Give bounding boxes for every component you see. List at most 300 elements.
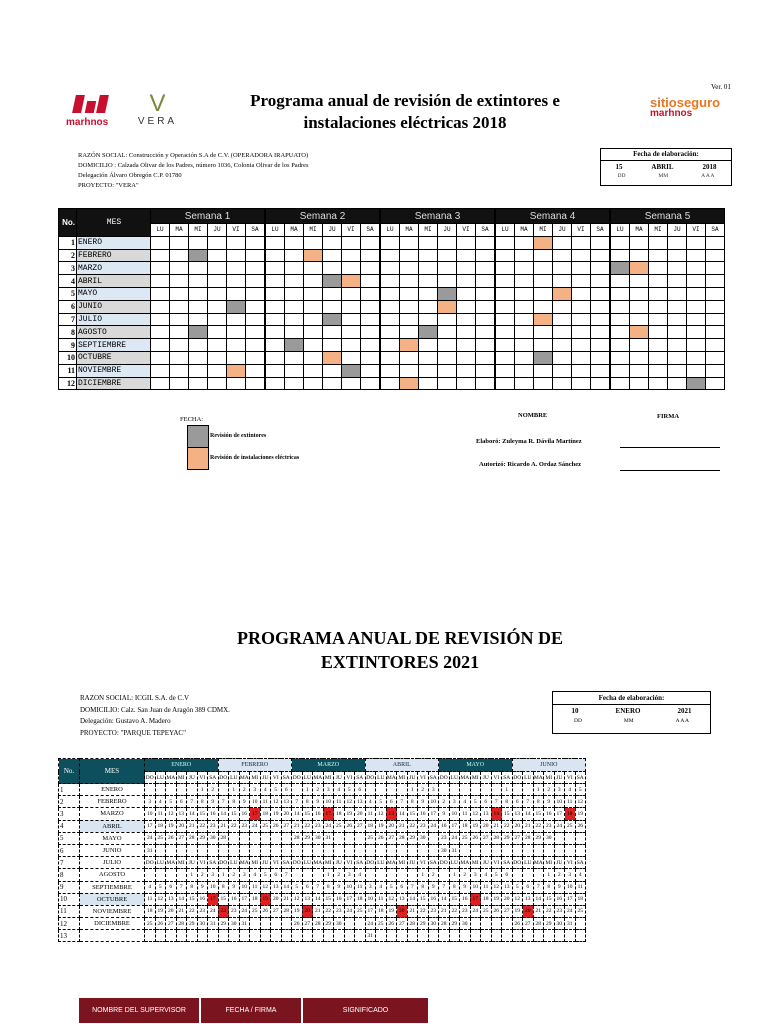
schedule-cell — [649, 326, 668, 339]
calendar-day-cell — [460, 784, 471, 796]
schedule-cell — [208, 275, 227, 288]
calendar-day-cell: 30 — [208, 832, 219, 844]
schedule-cell — [476, 300, 496, 313]
schedule-cell — [706, 339, 725, 352]
calendar-day-cell: 3 — [344, 869, 355, 881]
calendar-day-cell: 14 — [187, 808, 198, 820]
calendar-day-cell: 13 — [502, 881, 513, 893]
calendar-day-cell — [397, 869, 408, 881]
calendar-day-cell: 19 — [260, 893, 271, 905]
schedule-cell — [438, 275, 457, 288]
calendar-day-cell: 21 — [281, 893, 292, 905]
schedule-cell — [342, 377, 361, 390]
schedule-cell — [304, 339, 323, 352]
schedule-cell — [457, 236, 476, 249]
page-title-2021 — [160, 626, 640, 674]
day-header: MI — [250, 857, 261, 869]
day-header: MA — [400, 224, 419, 237]
schedule-cell — [476, 249, 496, 262]
date-box-label: Fecha de elaboración: — [601, 149, 731, 161]
day-header: SA — [361, 224, 381, 237]
schedule-cell — [476, 236, 496, 249]
calendar-day-cell — [166, 844, 177, 856]
schedule-cell — [668, 339, 687, 352]
calendar-day-cell — [166, 930, 177, 942]
calendar-day-cell — [187, 844, 198, 856]
calendar-day-cell: 10 — [239, 881, 250, 893]
calendar-day-cell — [575, 844, 586, 856]
calendar-day-cell — [554, 832, 565, 844]
month-name: OCTUBRE — [77, 351, 151, 364]
supervisor-header: NOMBRE DEL SUPERVISOR — [78, 997, 200, 1024]
schedule-cell — [649, 377, 668, 390]
schedule-cell — [476, 326, 496, 339]
date-sub-dd: DD — [617, 173, 626, 179]
calendar-day-cell — [481, 918, 492, 930]
day-header: DO — [145, 857, 156, 869]
day-header: MI — [176, 857, 187, 869]
schedule-cell — [687, 262, 706, 275]
calendar-day-cell — [355, 832, 366, 844]
calendar-day-cell — [481, 844, 492, 856]
schedule-cell — [400, 275, 419, 288]
calendar-day-cell — [460, 844, 471, 856]
calendar-day-cell: 1 — [218, 869, 229, 881]
calendar-day-cell: 20 — [481, 820, 492, 832]
calendar-day-cell — [554, 844, 565, 856]
day-header: LU — [155, 772, 166, 784]
calendar-day-cell: 10 — [250, 796, 261, 808]
day-header: JU — [553, 224, 572, 237]
calendar-day-cell: 7 — [491, 796, 502, 808]
calendar-day-cell: 7 — [533, 881, 544, 893]
calendar-day-cell: 22 — [302, 820, 313, 832]
calendar-day-cell — [502, 930, 513, 942]
calendar-day-cell: 23 — [544, 820, 555, 832]
calendar-day-cell: 26 — [292, 918, 303, 930]
month-name: DICIEMBRE — [80, 918, 145, 930]
month-name: SEPTIEMBRE — [80, 881, 145, 893]
supervisor-footer — [78, 997, 429, 1024]
calendar-day-cell — [334, 844, 345, 856]
schedule-cell — [208, 236, 227, 249]
schedule-cell — [457, 287, 476, 300]
calendar-day-cell: 31 — [565, 918, 576, 930]
calendar-day-cell: 13 — [512, 808, 523, 820]
calendar-day-cell: 11 — [481, 881, 492, 893]
date-box-label: Fecha de elaboración: — [553, 692, 710, 705]
month-name: JUNIO — [77, 300, 151, 313]
schedule-cell — [457, 351, 476, 364]
day-header: VI — [342, 224, 361, 237]
row-number: 13 — [59, 930, 80, 942]
schedule-cell — [515, 249, 534, 262]
day-header: MA — [166, 857, 177, 869]
schedule-cell — [170, 287, 189, 300]
schedule-cell — [323, 275, 342, 288]
calendar-day-cell: 24 — [470, 905, 481, 917]
day-header: LU — [302, 857, 313, 869]
calendar-day-cell: 31 — [145, 844, 156, 856]
schedule-cell — [495, 351, 515, 364]
calendar-day-cell: 30 — [544, 832, 555, 844]
calendar-day-cell: 19 — [386, 905, 397, 917]
schedule-cell — [265, 287, 285, 300]
day-header: VI — [491, 857, 502, 869]
schedule-cell — [227, 377, 246, 390]
schedule-cell — [361, 236, 381, 249]
calendar-day-cell — [491, 930, 502, 942]
schedule-cell — [495, 287, 515, 300]
calendar-day-cell: 29 — [407, 832, 418, 844]
calendar-day-cell: 14 — [491, 808, 502, 820]
calendar-day-cell: 22 — [502, 820, 513, 832]
calendar-day-cell: 30 — [197, 918, 208, 930]
calendar-day-cell: 31 — [239, 918, 250, 930]
schedule-cell — [265, 236, 285, 249]
calendar-day-cell: 8 — [418, 881, 429, 893]
calendar-day-cell — [260, 918, 271, 930]
schedule-cell — [515, 287, 534, 300]
calendar-day-cell: 6 — [166, 881, 177, 893]
schedule-cell — [246, 326, 266, 339]
calendar-day-cell: 13 — [271, 881, 282, 893]
company-info-2021 — [80, 693, 230, 739]
schedule-cell — [419, 249, 438, 262]
schedule-cell — [515, 275, 534, 288]
schedule-cell — [227, 313, 246, 326]
calendar-day-cell — [470, 918, 481, 930]
calendar-day-cell: 24 — [250, 820, 261, 832]
calendar-day-cell — [470, 784, 481, 796]
schedule-cell — [151, 300, 170, 313]
month-name: JUNIO — [80, 844, 145, 856]
schedule-cell — [591, 287, 611, 300]
calendar-day-cell: 8 — [187, 881, 198, 893]
schedule-cell — [400, 364, 419, 377]
calendar-day-cell: 25 — [376, 918, 387, 930]
calendar-day-cell: 13 — [281, 796, 292, 808]
schedule-cell — [687, 300, 706, 313]
month-group-header: ENERO — [145, 759, 219, 772]
calendar-day-cell: 19 — [376, 820, 387, 832]
calendar-day-cell: 23 — [229, 905, 240, 917]
schedule-cell — [495, 364, 515, 377]
schedule-cell — [189, 300, 208, 313]
schedule-cell — [534, 236, 553, 249]
calendar-day-cell — [281, 844, 292, 856]
calendar-day-cell: 25 — [460, 832, 471, 844]
calendar-day-cell: 5 — [344, 784, 355, 796]
date-day: 15 — [615, 163, 623, 171]
calendar-day-cell: 29 — [544, 918, 555, 930]
schedule-cell — [265, 275, 285, 288]
calendar-day-cell: 18 — [250, 893, 261, 905]
calendar-day-cell — [176, 844, 187, 856]
schedule-cell — [380, 351, 400, 364]
calendar-day-cell: 28 — [407, 918, 418, 930]
schedule-cell — [380, 377, 400, 390]
schedule-cell — [572, 326, 591, 339]
info-line: DOMICILIO: Calz. San Juan de Aragón 389 CDMX. — [80, 705, 230, 714]
schedule-cell — [380, 300, 400, 313]
calendar-day-cell: 25 — [575, 905, 586, 917]
calendar-day-cell: 11 — [460, 808, 471, 820]
schedule-cell — [400, 236, 419, 249]
calendar-day-cell: 8 — [229, 796, 240, 808]
calendar-day-cell: 21 — [176, 905, 187, 917]
calendar-day-cell: 26 — [344, 820, 355, 832]
schedule-cell — [323, 377, 342, 390]
schedule-cell — [151, 351, 170, 364]
schedule-cell — [706, 249, 725, 262]
calendar-day-cell: 13 — [386, 808, 397, 820]
legend-swatch-extintores — [187, 425, 209, 448]
calendar-day-cell: 4 — [460, 796, 471, 808]
schedule-cell — [208, 262, 227, 275]
calendar-day-cell — [428, 832, 439, 844]
schedule-cell — [610, 377, 630, 390]
calendar-day-cell — [397, 784, 408, 796]
schedule-cell — [400, 351, 419, 364]
row-number: 1 — [59, 784, 80, 796]
row-number: 11 — [59, 905, 80, 917]
calendar-day-cell: 23 — [313, 820, 324, 832]
schedule-cell — [189, 313, 208, 326]
calendar-day-cell: 25 — [355, 905, 366, 917]
calendar-day-cell: 29 — [197, 832, 208, 844]
calendar-day-cell: 12 — [260, 881, 271, 893]
schedule-cell — [323, 351, 342, 364]
calendar-day-cell: 29 — [449, 918, 460, 930]
day-header: MA — [386, 857, 397, 869]
calendar-day-cell: 12 — [470, 808, 481, 820]
calendar-day-cell — [239, 844, 250, 856]
row-number: 6 — [59, 844, 80, 856]
schedule-cell — [495, 326, 515, 339]
row-number: 8 — [59, 869, 80, 881]
schedule-cell — [476, 351, 496, 364]
calendar-day-cell: 8 — [533, 796, 544, 808]
calendar-day-cell: 13 — [355, 796, 366, 808]
calendar-day-cell — [250, 844, 261, 856]
calendar-day-cell — [470, 930, 481, 942]
schedule-cell — [438, 339, 457, 352]
schedule-cell — [419, 262, 438, 275]
schedule-cell — [438, 262, 457, 275]
schedule-cell — [246, 287, 266, 300]
calendar-day-cell: 20 — [302, 905, 313, 917]
calendar-day-cell — [260, 930, 271, 942]
calendar-day-cell: 2 — [239, 784, 250, 796]
calendar-day-cell: 17 — [344, 893, 355, 905]
calendar-day-cell — [386, 869, 397, 881]
calendar-day-cell: 11 — [155, 808, 166, 820]
schedule-cell — [706, 364, 725, 377]
day-header: MA — [460, 772, 471, 784]
schedule-cell — [706, 262, 725, 275]
signature-line — [620, 470, 720, 471]
calendar-day-cell: 26 — [491, 905, 502, 917]
calendar-day-cell: 9 — [208, 796, 219, 808]
day-header: JU — [334, 857, 345, 869]
calendar-day-cell — [197, 844, 208, 856]
schedule-cell — [304, 236, 323, 249]
schedule-cell — [553, 275, 572, 288]
calendar-day-cell — [397, 930, 408, 942]
day-header: JU — [554, 772, 565, 784]
calendar-day-cell: 23 — [334, 905, 345, 917]
calendar-day-cell: 18 — [334, 808, 345, 820]
calendar-day-cell — [281, 930, 292, 942]
calendar-day-cell: 17 — [208, 893, 219, 905]
schedule-cell — [495, 236, 515, 249]
day-header: LU — [495, 224, 515, 237]
calendar-day-cell: 19 — [166, 820, 177, 832]
calendar-day-cell: 21 — [439, 905, 450, 917]
day-header: MI — [534, 224, 553, 237]
calendar-day-cell — [323, 930, 334, 942]
calendar-day-cell: 27 — [386, 832, 397, 844]
month-name: AGOSTO — [80, 869, 145, 881]
calendar-day-cell — [250, 930, 261, 942]
calendar-day-cell: 18 — [365, 820, 376, 832]
schedule-cell — [457, 275, 476, 288]
calendar-day-cell — [523, 930, 534, 942]
calendar-day-cell — [250, 832, 261, 844]
schedule-cell — [227, 275, 246, 288]
calendar-day-cell: 22 — [418, 905, 429, 917]
calendar-day-cell: 4 — [355, 869, 366, 881]
calendar-day-cell: 27 — [397, 918, 408, 930]
day-header: MA — [170, 224, 189, 237]
schedule-cell — [208, 351, 227, 364]
day-header: SA — [355, 857, 366, 869]
row-number: 7 — [59, 313, 77, 326]
schedule-cell — [151, 313, 170, 326]
calendar-day-cell: 14 — [533, 893, 544, 905]
day-header: MA — [533, 772, 544, 784]
calendar-day-cell — [239, 930, 250, 942]
schedule-cell — [534, 287, 553, 300]
schedule-cell — [649, 351, 668, 364]
schedule-cell — [457, 377, 476, 390]
day-header: LU — [229, 772, 240, 784]
schedule-cell — [476, 287, 496, 300]
calendar-day-cell: 25 — [565, 820, 576, 832]
calendar-day-cell: 16 — [208, 808, 219, 820]
day-header: VI — [565, 857, 576, 869]
day-header: LU — [449, 857, 460, 869]
schedule-cell — [400, 249, 419, 262]
schedule-cell — [265, 249, 285, 262]
calendar-day-cell — [386, 784, 397, 796]
day-header: VI — [197, 857, 208, 869]
calendar-day-cell: 26 — [512, 918, 523, 930]
sitioseguro-logo — [650, 95, 740, 125]
day-header: MA — [166, 772, 177, 784]
calendar-day-cell — [229, 832, 240, 844]
schedule-cell — [246, 351, 266, 364]
calendar-day-cell: 12 — [512, 893, 523, 905]
calendar-day-cell: 11 — [565, 796, 576, 808]
schedule-cell — [400, 326, 419, 339]
calendar-day-cell — [428, 844, 439, 856]
day-header: MI — [189, 224, 208, 237]
calendar-day-cell — [502, 918, 513, 930]
no-header: No. — [59, 759, 80, 784]
day-header: SA — [502, 772, 513, 784]
date-year: 2018 — [702, 163, 717, 171]
schedule-cell — [649, 262, 668, 275]
day-header: MA — [460, 857, 471, 869]
calendar-day-cell: 6 — [302, 881, 313, 893]
calendar-day-cell: 26 — [575, 820, 586, 832]
calendar-day-cell: 5 — [575, 784, 586, 796]
calendar-day-cell — [355, 844, 366, 856]
row-number: 4 — [59, 820, 80, 832]
day-header: VI — [344, 857, 355, 869]
calendar-day-cell: 10 — [365, 893, 376, 905]
calendar-day-cell: 24 — [428, 820, 439, 832]
schedule-cell — [668, 275, 687, 288]
date-sub-dd: DD — [573, 718, 582, 724]
schedule-cell — [285, 377, 304, 390]
schedule-cell — [630, 236, 649, 249]
calendar-day-cell: 16 — [439, 820, 450, 832]
calendar-day-cell: 14 — [313, 893, 324, 905]
calendar-day-cell: 5 — [491, 869, 502, 881]
schedule-cell — [304, 300, 323, 313]
schedule-cell — [285, 326, 304, 339]
day-header: LU — [376, 772, 387, 784]
calendar-day-cell: 20 — [176, 820, 187, 832]
schedule-cell — [515, 377, 534, 390]
schedule-cell — [246, 262, 266, 275]
calendar-day-cell — [491, 918, 502, 930]
calendar-day-cell: 25 — [260, 820, 271, 832]
schedule-cell — [361, 313, 381, 326]
row-number: 10 — [59, 893, 80, 905]
schedule-cell — [419, 364, 438, 377]
signature-line — [620, 447, 720, 448]
calendar-day-cell: 25 — [145, 918, 156, 930]
calendar-day-cell: 24 — [239, 905, 250, 917]
calendar-day-cell: 2 — [197, 869, 208, 881]
calendar-day-cell: 15 — [323, 893, 334, 905]
schedule-cell — [438, 351, 457, 364]
calendar-day-cell — [208, 844, 219, 856]
calendar-day-cell: 5 — [292, 881, 303, 893]
calendar-day-cell — [302, 930, 313, 942]
month-name: FEBRERO — [80, 796, 145, 808]
schedule-cell — [361, 262, 381, 275]
calendar-day-cell: 28 — [218, 832, 229, 844]
calendar-day-cell: 9 — [544, 796, 555, 808]
no-header: No. — [59, 209, 77, 237]
date-sub-aaa: A A A — [675, 718, 690, 724]
row-number: 6 — [59, 300, 77, 313]
legend-label-electricas: Revisión de instalaciones eléctricas — [210, 455, 300, 461]
calendar-day-cell: 5 — [470, 796, 481, 808]
calendar-day-cell: 21 — [491, 820, 502, 832]
calendar-day-cell — [428, 930, 439, 942]
calendar-day-cell: 30 — [428, 918, 439, 930]
day-header: SA — [355, 772, 366, 784]
schedule-cell — [380, 326, 400, 339]
calendar-day-cell: 22 — [449, 905, 460, 917]
schedule-cell — [246, 313, 266, 326]
